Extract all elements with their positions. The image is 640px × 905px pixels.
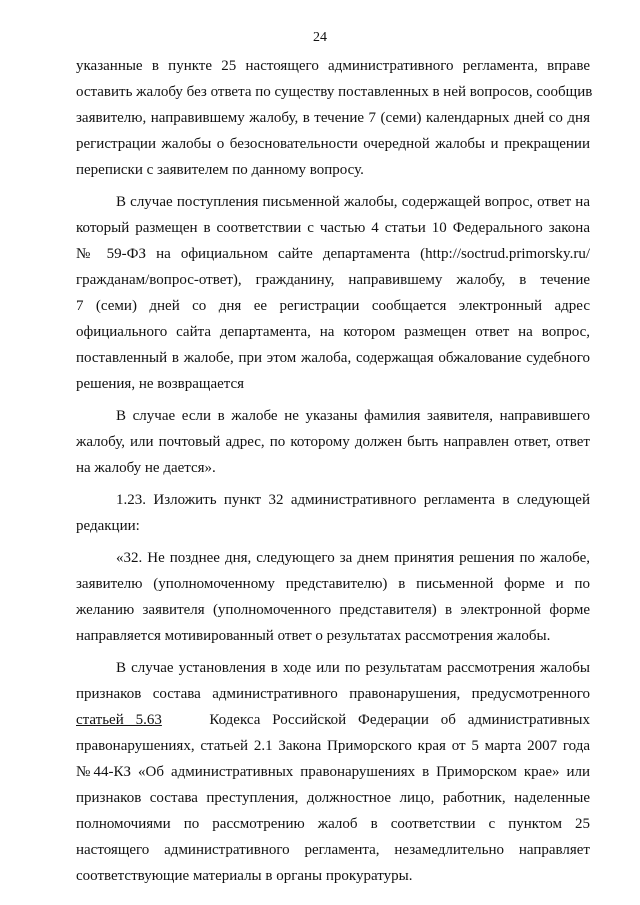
text-line: гражданам/вопрос-ответ), гражданину, направившему жалобу, в течение — [76, 272, 590, 288]
text-line: указанные в пункте 25 настоящего административного регламента, вправе — [76, 58, 590, 74]
text-line: 1.23. Изложить пункт 32 административного регламента в следующей — [116, 492, 590, 508]
text-line: «32. Не позднее дня, следующего за днем принятия решения по жалобе, — [116, 550, 590, 566]
text-line: признаков состава административного правонарушения, предусмотренного — [76, 686, 590, 702]
text-line: направляется мотивированный ответ о результатах рассмотрения жалобы. — [76, 628, 551, 644]
text-line: оставить жалобу без ответа по существу поставленных в ней вопросов, сообщив — [76, 84, 593, 100]
paragraph-5 — [76, 545, 590, 649]
text-line: который размещен в соответствии с частью 4 статьи 10 Федерального закона — [76, 220, 590, 236]
text-line: официального сайта департамента, на котором размещен ответ на вопрос, — [76, 324, 590, 340]
text-line: полномочиями по рассмотрению жалоб в соответствии с пунктом 25 — [76, 816, 590, 832]
text-line: В случае поступления письменной жалобы, содержащей вопрос, ответ на — [116, 194, 590, 210]
law-article-link[interactable]: статьей 5.63 — [76, 712, 162, 728]
text-line: переписки с заявителем по данному вопросу. — [76, 162, 364, 178]
text-line-with-link — [76, 707, 590, 733]
text-line: В случае установления в ходе или по результатам рассмотрения жалобы — [116, 660, 590, 676]
text-line: соответствующие материалы в органы прокуратуры. — [76, 868, 413, 884]
paragraph-4 — [76, 487, 590, 539]
paragraph-2 — [76, 189, 590, 397]
text-line: редакции: — [76, 518, 140, 534]
text-line: настоящего административного регламента, незамедлительно направляет — [76, 842, 590, 858]
text-line: заявителю (уполномоченному представителю) в письменной форме и по — [76, 576, 590, 592]
text-line: № 59-ФЗ на официальном сайте департамента (http://soctrud.primorsky.ru/ — [76, 246, 590, 262]
paragraph-1 — [76, 53, 593, 183]
page-number: 24 — [313, 30, 327, 45]
text-line: заявителю, направившему жалобу, в течение 7 (семи) календарных дней со дня — [76, 110, 590, 126]
text-line: поставленный в жалобе, при этом жалоба, содержащая обжалование судебного — [76, 350, 590, 366]
text-line: на жалобу не дается». — [76, 460, 216, 476]
text-line: 7 (семи) дней со дня ее регистрации сообщается электронный адрес — [76, 298, 590, 314]
document-body — [76, 53, 593, 889]
text-line: жалобу, или почтовый адрес, по которому должен быть направлен ответ, ответ — [76, 434, 590, 450]
text-line: решения, не возвращается — [76, 376, 245, 392]
text-line: желанию заявителя (уполномоченного представителя) в электронной форме — [76, 602, 590, 618]
text-line: В случае если в жалобе не указаны фамилия заявителя, направившего — [116, 408, 590, 424]
text-line: регистрации жалобы о безосновательности очередной жалобы и прекращении — [76, 136, 590, 152]
text-line-rest: Кодекса Российской Федерации об административных — [209, 712, 591, 728]
text-line: №44-КЗ «Об административных правонарушениях в Приморском крае» или — [76, 764, 590, 780]
text-line: признаков состава преступления, должностное лицо, работник, наделенные — [76, 790, 590, 806]
paragraph-3 — [76, 403, 590, 481]
paragraph-6 — [76, 655, 590, 889]
text-line: правонарушениях, статьей 2.1 Закона Приморского края от 5 марта 2007 года — [76, 738, 590, 754]
